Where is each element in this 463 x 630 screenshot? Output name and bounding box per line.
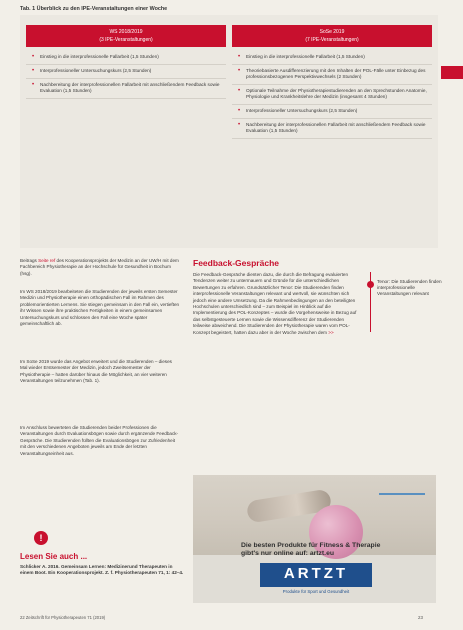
left-paragraph-4 [20, 425, 180, 457]
table-header-ws [26, 25, 226, 47]
margin-note: Tenor: Die Studierenden finden interprofessionelle Veranstaltungen relevant [377, 279, 442, 297]
paragraph-4-text: Im Anschluss bewerteten die Studierenden beider Professionen die Veranstaltungen durch Evaluationsbögen sowie durch ergänzende Feedback-Gespräche. Die Studierenden füllten die Evaluationsbögen zur Zufriedenheit mit den verschiedenen Angeboten jeweils am Ende der letzten Veranstaltungseinheit aus. [20, 425, 179, 456]
margin-marker-dot-icon [367, 281, 374, 288]
table-column-sose [232, 51, 432, 139]
ad-tagline-line1: Die besten Produkte für Fitness & Therapie [241, 542, 381, 549]
table-row: • Nachbereitung der interprofessionellen Fallarbeit mit anschließendem Feedback sowie Evaluation (1,5 Stunden) [232, 119, 432, 139]
table-caption: Tab. 1 Überblick zu den IPE-Veranstaltungen einer Woche [20, 6, 168, 12]
paragraph-2-text: Im WS 2018/2019 bearbeiteten die Studierenden der jeweils ersten Semester Medizin und Physiotherapie einen orthopädischen Fall im Rahmen des problemorientierten Lernens. Sie stiegen gemeinsam in den Fall ein, vertieften ihr Wissen sowie ihre praktischen Fertigkeiten in einem gemeinsamen Untersuchungskurs und schlossen den Fall eine Woche später gemeinschaftlich ab. [20, 289, 180, 327]
left-paragraph-1 [20, 258, 180, 277]
footer-page-number: 23 [418, 615, 423, 620]
artzt-logo-text: ARTZT [283, 565, 349, 582]
ad-tagline-line2: gibt's nur online auf: artzt.eu [241, 550, 334, 558]
table-header-sose-line1: SoSe 2019 [319, 29, 345, 35]
left-paragraph-2 [20, 289, 180, 327]
artzt-logo-subline: Produkte für Sport und Gesundheit [282, 589, 350, 594]
table-row: • Theoriebasierte Ausdifferenzierung mit den Inhalten der POL-Fälle unter Einbezug des professionsbezogenen Perspektivwechsels (2 Stunden) [232, 65, 432, 85]
paragraph-3-text: Im SoSe 2019 wurde das Angebot erweitert und die Studierenden – dieses Mal wieder Erstsemester der Medizin, jedoch Zweitsemester der Physiotherapie – hatten darüber hinaus die Möglichkeit, an vier weiteren Veranstaltungen teilzunehmen (Tab. 1). [20, 359, 172, 384]
lesen-reference: Schlicker A. 2016. Gemeinsam Lernen: Medizinerund Therapeuten in einem Boot. Ein Kooperationsprojekt. Z. f. Physiotherapeuten 71, 1: 42–4. [20, 564, 184, 576]
feedback-text: Die Feedback-Gespräche dienten dazu, die durch die Befragung evaluierten Tendenzen weiter zu untermauern und Gründe für die unterschiedlichen Bewertungen zu erfahren. Grundsätzlicher Tenor: Die Studierenden finden interprofessionelle Veranstaltungen relevant und wertvoll, sie wünschten sich jedoch eine andere Umsetzung. Da die Rahmenbedingungen an den beteiligten Hochschulen unterschiedlich sind – zum Beispiel im Hinblick auf die Implementierung des POL-Konzeptes – wurde die Vorgehensweise in Bezug auf das selbstgesteuerte Lernen sowie die Wissensdifferenz der Studierenden teilweise abweichend. Die Studierenden der Physiotherapie waren vom POL-Konzept begeistert, hatten dazu aber in der Woche zwischen dem [193, 272, 357, 335]
table-header-ws-line1: WS 2018/2019 [109, 29, 143, 35]
section-side-tab [441, 66, 463, 79]
exclamation-icon: ! [34, 531, 48, 545]
lesen-heading: Lesen Sie auch ... [20, 552, 88, 561]
table-row: • Nachbereitung der interprofessionellen Fallarbeit mit anschließendem Feedback sowie Evaluation (1,5 Stunden) [26, 79, 226, 99]
table-row: • Einstieg in die interprofessionelle Fallarbeit (1,5 Stunden) [26, 51, 226, 65]
overview-table [20, 15, 438, 248]
footer-journal: 22 Zeitschrift für Physiotherapeuten 71 (2019) [20, 615, 106, 620]
table-row: • Optionale Teilnahme der Physiotherapiestudierenden an den Sprechstunden Anatomie, Physiologie und Krankheitslehre der Medizin (insgesamt 4 Stunden) [232, 85, 432, 105]
table-row: • Einstieg in die interprofessionelle Fallarbeit (1,5 Stunden) [232, 51, 432, 65]
feedback-body [193, 272, 358, 336]
left-paragraph-3 [20, 359, 180, 385]
ad-decor-stripe [379, 493, 425, 495]
table-row: • Interprofessioneller Untersuchungskurs (2,5 Stunden) [26, 65, 226, 79]
feedback-heading: Feedback-Gespräche [193, 258, 279, 268]
paragraph-1-post: des Kooperationsprojekts der Medizin an der UW/H mit dem Fachbereich Physiotherapie an der Hochschule für Gesundheit in Bochum (hsg). [20, 258, 179, 276]
table-column-ws [26, 51, 226, 99]
table-header-sose [232, 25, 432, 47]
artzt-logo [260, 563, 372, 587]
table-row: • Interprofessioneller Untersuchungskurs (2,5 Stunden) [232, 105, 432, 119]
table-header-ws-line2: (3 IPE-Veranstaltungen) [99, 37, 153, 43]
paragraph-1-pre: Beitrags [20, 258, 39, 263]
artzt-advertisement[interactable] [193, 475, 436, 603]
table-header-sose-line2: (7 IPE-Veranstaltungen) [305, 37, 359, 43]
continue-arrow-icon: >> [328, 329, 334, 335]
ad-tagline [241, 542, 380, 558]
page-reference-link[interactable]: Seite ref [38, 258, 56, 263]
